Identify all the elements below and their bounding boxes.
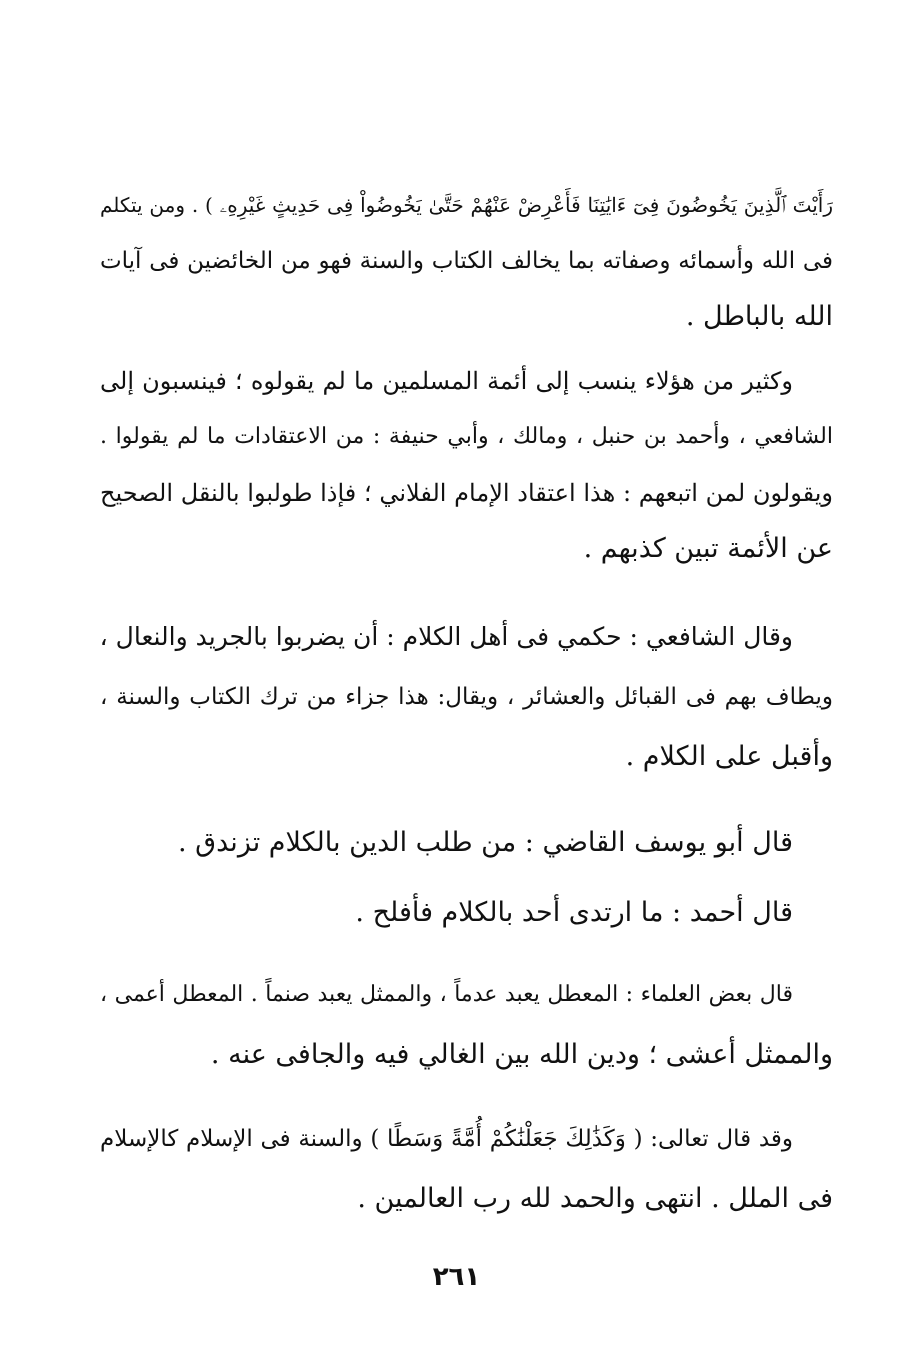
text-line: فى الملل . انتهى والحمد لله رب العالمين . [357,1183,833,1214]
text-line: قال أبو يوسف القاضي : من طلب الدين بالكلام تزندق . [178,827,793,858]
text-line: رَأَيْتَ ٱلَّذِينَ يَخُوضُونَ فِىٓ ءَايَٰتِنَا فَأَعْرِضْ عَنْهُمْ حَتَّىٰ يَخُوضُواْ فِى حَدِيثٍ غَيْرِهِۦ ) . ومن يتكلم [100,193,833,217]
text-line: ويقولون لمن اتبعهم : هذا اعتقاد الإمام الفلاني ؛ فإذا طولبوا بالنقل الصحيح [100,479,833,507]
text-line: قال بعض العلماء : المعطل يعبد عدماً ، والممثل يعبد صنماً . المعطل أعمى ، [100,982,793,1007]
text-line: وقد قال تعالى: ( وَكَذَٰلِكَ جَعَلْنَٰكُمْ أُمَّةً وَسَطًا ) والسنة فى الإسلام كالإسلام [100,1126,793,1152]
text-line: فى الله وأسمائه وصفاته بما يخالف الكتاب والسنة فهو من الخائضين فى آيات [100,248,833,274]
text-line: ويطاف بهم فى القبائل والعشائر ، ويقال: هذا جزاء من ترك الكتاب والسنة ، [100,684,833,710]
text-line: وأقبل على الكلام . [625,741,833,772]
text-line: الله بالباطل . [685,301,833,332]
text-line: وكثير من هؤلاء ينسب إلى أئمة المسلمين ما لم يقولوه ؛ فينسبون إلى [100,367,793,395]
text-line: وقال الشافعي : حكمي فى أهل الكلام : أن يضربوا بالجريد والنعال ، [100,622,793,651]
text-line: والممثل أعشى ؛ ودين الله بين الغالي فيه والجافى عنه . [210,1039,833,1070]
page-number: ٢٦١ [432,1262,481,1292]
text-line: قال أحمد : ما ارتدى أحد بالكلام فأفلح . [355,897,793,928]
text-line: عن الأئمة تبين كذبهم . [583,533,833,564]
text-line: الشافعي ، وأحمد بن حنبل ، ومالك ، وأبي حنيفة : من الاعتقادات ما لم يقولوا . [100,424,833,449]
